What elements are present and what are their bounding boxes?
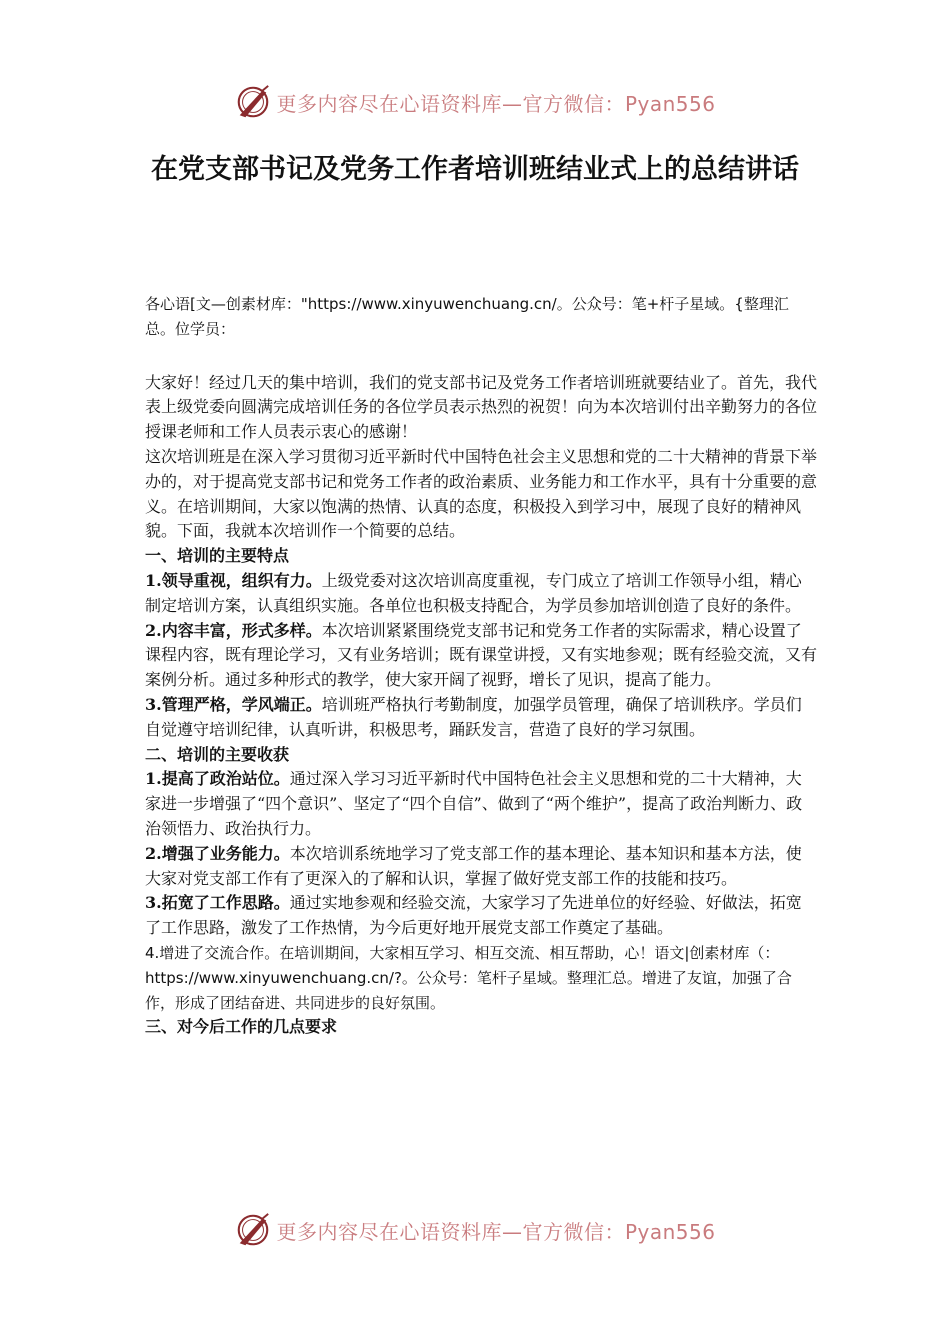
item-text: 通过深入学习习近平新时代中国特色社会主义思想和党的二十大精神，大家进一步增强了“四个意识”、坚定了“四个自信”、做到了“两个维护”，提高了政治判断力、政治领悟力、政治执行力。: [145, 769, 803, 838]
pen-seal-icon: [234, 83, 272, 121]
paragraph: 这次培训班是在深入学习贯彻习近平新时代中国特色社会主义思想和党的二十大精神的背景下举办的，对于提高党支部书记和党务工作者的政治素质、业务能力和工作水平，具有十分重要的意义。在培训期间，大家以饱满的热情、认真的态度，积极投入到学习中，展现了良好的精神风貌。下面，我就本次培训作一个简要的总结。: [145, 446, 818, 541]
list-item: [145, 619, 817, 693]
list-item: [145, 767, 817, 841]
pen-seal-icon: [234, 1211, 272, 1249]
section-heading: 三、对今后工作的几点要求: [145, 1017, 338, 1037]
list-item: [145, 693, 817, 743]
item-text: 培训班严格执行考勤制度，加强学员管理，确保了培训秩序。学员们自觉遵守培训纪律，认真听讲，积极思考，踊跃发言，营造了良好的学习氛围。: [145, 694, 802, 739]
section-heading: 二、培训的主要收获: [145, 744, 290, 764]
item-lead: 1.提高了政治站位。: [145, 769, 290, 789]
item-text: 通过实地参观和经验交流，大家学习了先进单位的好经验、好做法，拓宽了工作思路，激发了工作热情，为今后更好地开展党支部工作奠定了基础。: [145, 893, 802, 938]
banner-text: 更多内容尽在心语资料库—官方微信：Pyan556: [276, 1219, 716, 1244]
section-heading: 一、培训的主要特点: [145, 546, 290, 566]
list-item: [145, 891, 817, 941]
paragraph: 大家好！经过几天的集中培训，我们的党支部书记及党务工作者培训班就要结业了。首先，我代表上级党委向圆满完成培训任务的各位学员表示热烈的祝贺！向为本次培训付出辛勤努力的各位授课老师和工作人员表示衷心的感谢！: [145, 372, 818, 442]
item-lead: 3.拓宽了工作思路。: [145, 893, 290, 913]
list-item: [145, 569, 817, 619]
item-text: 本次培训系统地学习了党支部工作的基本理论、基本知识和基本方法，使大家对党支部工作有了更深入的了解和认识，掌握了做好党支部工作的技能和技巧。: [145, 843, 802, 888]
item-text: 上级党委对这次培训高度重视，专门成立了培训工作领导小组，精心制定培训方案，认真组织实施。各单位也积极支持配合，为学员参加培训创造了良好的条件。: [145, 570, 802, 615]
source-note: 各心语[文—创素材库："https://www.xinyuwenchuang.cn/。公众号：笔+杆子星域。{整理汇总。位学员：: [145, 295, 789, 338]
list-item: 4.增进了交流合作。在培训期间，大家相互学习、相互交流、相互帮助，心！语文|创素材库（：https://www.xinyuwenchuang.cn/?。公众号：笔杆子星域。整理汇总。增进了友谊，加强了合作，形成了团结奋进、共同进步的良好氛围。: [145, 943, 792, 1012]
item-lead: 3.管理严格，学风端正。: [145, 694, 322, 714]
header-banner: [0, 80, 950, 124]
item-lead: 1.领导重视，组织有力。: [145, 570, 322, 590]
document-title: 在党支部书记及党务工作者培训班结业式上的总结讲话: [151, 154, 799, 185]
item-lead: 2.增强了业务能力。: [145, 843, 290, 863]
banner-text: 更多内容尽在心语资料库—官方微信：Pyan556: [276, 91, 716, 116]
footer-banner: [0, 1208, 950, 1252]
list-item: [145, 842, 817, 892]
item-lead: 2.内容丰富，形式多样。: [145, 620, 322, 640]
document-body: [145, 292, 817, 1040]
item-text: 本次培训紧紧围绕党支部书记和党务工作者的实际需求，精心设置了课程内容，既有理论学习，又有业务培训；既有课堂讲授，又有实地参观；既有经验交流，又有案例分析。通过多种形式的教学，使大家开阔了视野，增长了见识，提高了能力。: [145, 620, 818, 690]
